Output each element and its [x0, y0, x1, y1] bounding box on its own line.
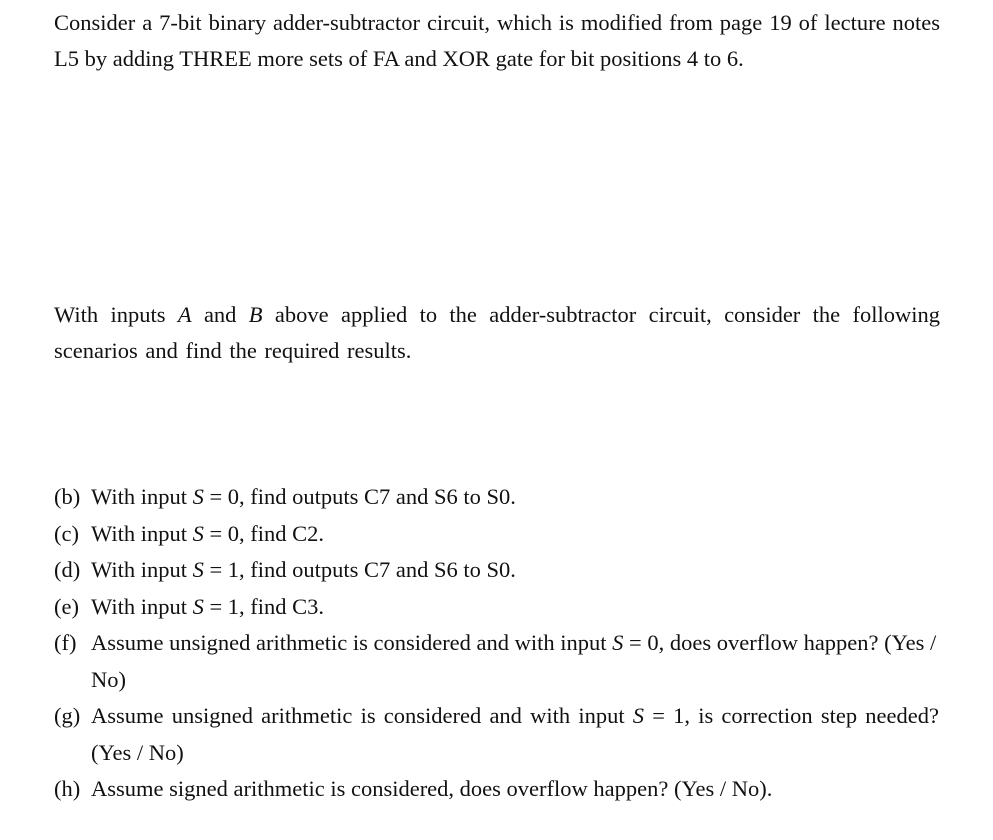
- question-label: (c): [54, 520, 79, 546]
- setup-text-1: With inputs: [54, 302, 178, 327]
- question-text: Assume unsigned arithmetic is considered and with input S = 0, does overflow happen? (Yes / No): [91, 630, 937, 692]
- variable-s: S: [192, 520, 204, 546]
- question-label: (b): [54, 484, 81, 509]
- variable-a: A: [177, 302, 192, 327]
- question-label: (e): [54, 593, 79, 619]
- question-text: Assume unsigned arithmetic is considered and with input S = 1, is correction step needed? (Yes / No): [91, 703, 939, 765]
- question-text: With input S = 1, find C3.: [91, 593, 325, 619]
- intro-paragraph: Consider a 7-bit binary adder-subtractor circuit, which is modified from page 19 of lecture notes L5 by adding THREE more sets of FA and XOR gate for bit positions 4 to 6.: [54, 10, 940, 71]
- question-label: (f): [54, 630, 77, 655]
- setup-text-3: above applied to the adder-subtractor circuit, consider the following scenarios and find the required results.: [54, 302, 940, 363]
- question-h: [54, 771, 954, 808]
- question-label: (g): [54, 703, 81, 728]
- question-text: With input S = 0, find outputs C7 and S6 to S0.: [91, 484, 516, 509]
- question-b: [54, 479, 954, 516]
- variable-s: S: [192, 484, 204, 509]
- variable-s: S: [632, 703, 645, 728]
- question-g: [54, 698, 954, 771]
- question-label: (h): [54, 776, 81, 801]
- setup-text-2: and: [191, 302, 249, 327]
- question-text: With input S = 0, find C2.: [91, 520, 325, 546]
- question-list: [54, 479, 954, 808]
- variable-b: B: [248, 302, 263, 327]
- variable-s: S: [612, 630, 624, 655]
- question-text: Assume signed arithmetic is considered, does overflow happen? (Yes / No).: [91, 776, 773, 801]
- question-d: [54, 552, 954, 589]
- variable-s: S: [192, 557, 204, 582]
- setup-paragraph: [54, 297, 940, 369]
- question-label: (d): [54, 557, 81, 582]
- question-f: [54, 625, 954, 698]
- question-c: [54, 516, 954, 553]
- question-text: With input S = 1, find outputs C7 and S6 to S0.: [91, 557, 516, 582]
- variable-s: S: [192, 593, 204, 619]
- question-e: [54, 589, 954, 626]
